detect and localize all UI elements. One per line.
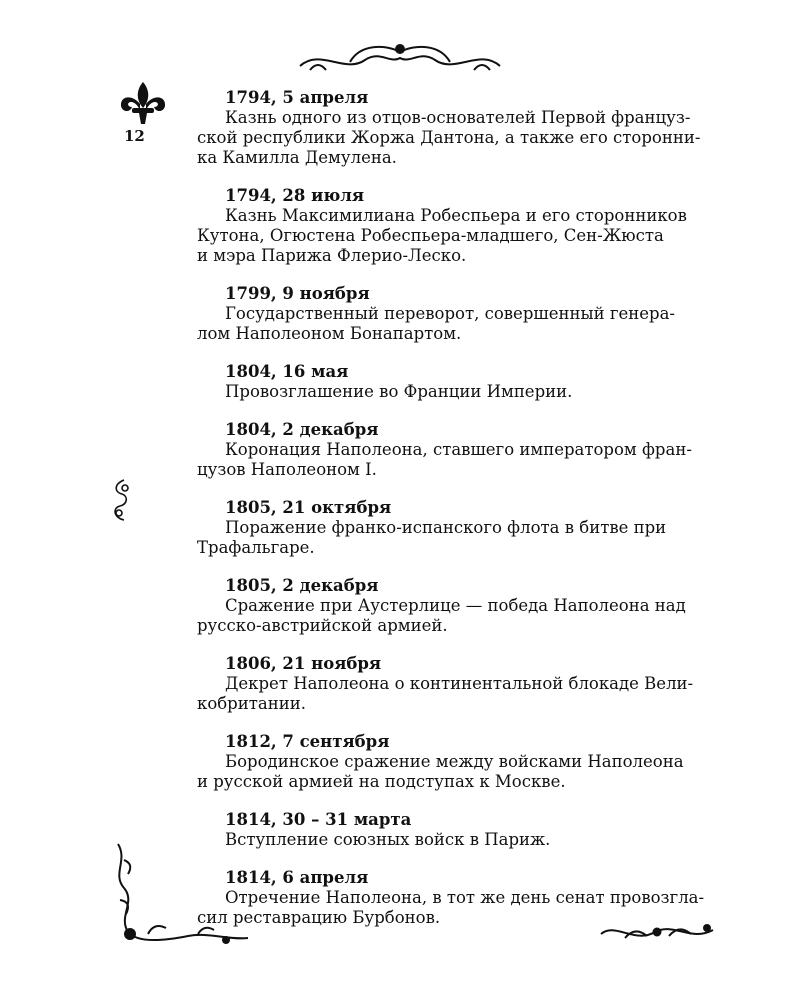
- entry-date: 1814, 30 – 31 марта: [225, 810, 412, 829]
- chronology-entry: [197, 284, 717, 344]
- chronology-entry: [197, 88, 717, 168]
- entry-text: Отречение Наполеона, в тот же день сенат провозгла- сил реставрацию Бурбонов.: [197, 888, 705, 927]
- entry-date: 1794, 28 июля: [225, 186, 365, 205]
- entry-date: 1812, 7 сентября: [225, 732, 390, 751]
- entry-text: Декрет Наполеона о континентальной блокаде Вели- кобритании.: [197, 674, 694, 713]
- entry-text: Казнь Максимилиана Робеспьера и его сторонников Кутона, Огюстена Робеспьера-младшего, Сен-Жюста и мэра Парижа Флерио-Леско.: [197, 206, 687, 265]
- chronology-entry: [197, 732, 717, 792]
- entry-date: 1804, 16 мая: [225, 362, 349, 381]
- chronology-list: [197, 88, 717, 946]
- chronology-entry: [197, 420, 717, 480]
- entry-date: 1799, 9 ноября: [225, 284, 370, 303]
- chronology-entry: [197, 654, 717, 714]
- scroll-ornament-icon: [290, 38, 510, 78]
- entry-text: Коронация Наполеона, ставшего императором фран- цузов Наполеоном I.: [197, 440, 692, 479]
- chronology-entry: [197, 186, 717, 266]
- entry-date: 1814, 6 апреля: [225, 868, 369, 887]
- chronology-entry: [197, 498, 717, 558]
- chronology-entry: [197, 868, 717, 928]
- entry-date: 1805, 21 октября: [225, 498, 392, 517]
- fleur-de-lis-icon: [118, 80, 168, 126]
- page-number: 12: [124, 127, 145, 145]
- entry-text: Государственный переворот, совершенный генера- лом Наполеоном Бонапартом.: [197, 304, 675, 343]
- entry-date: 1794, 5 апреля: [225, 88, 369, 107]
- entry-text: Сражение при Аустерлице — победа Наполеона над русско-австрийской армией.: [197, 596, 686, 635]
- chronology-entry: [197, 362, 717, 402]
- entry-text: Вступление союзных войск в Париж.: [225, 830, 551, 849]
- entry-date: 1806, 21 ноября: [225, 654, 382, 673]
- entry-text: Бородинское сражение между войсками Наполеона и русской армией на подступах к Москве.: [197, 752, 684, 791]
- entry-text: Поражение франко-испанского флота в битве при Трафальгаре.: [197, 518, 667, 557]
- flourish-icon: [110, 478, 134, 523]
- entry-date: 1805, 2 декабря: [225, 576, 379, 595]
- chronology-entry: [197, 576, 717, 636]
- entry-text: Казнь одного из отцов-основателей Первой француз- ской республики Жоржа Дантона, а также его сторонни- ка Камилла Демулена.: [197, 108, 701, 167]
- entry-text: Провозглашение во Франции Империи.: [225, 382, 573, 401]
- chronology-entry: [197, 810, 717, 850]
- entry-date: 1804, 2 декабря: [225, 420, 379, 439]
